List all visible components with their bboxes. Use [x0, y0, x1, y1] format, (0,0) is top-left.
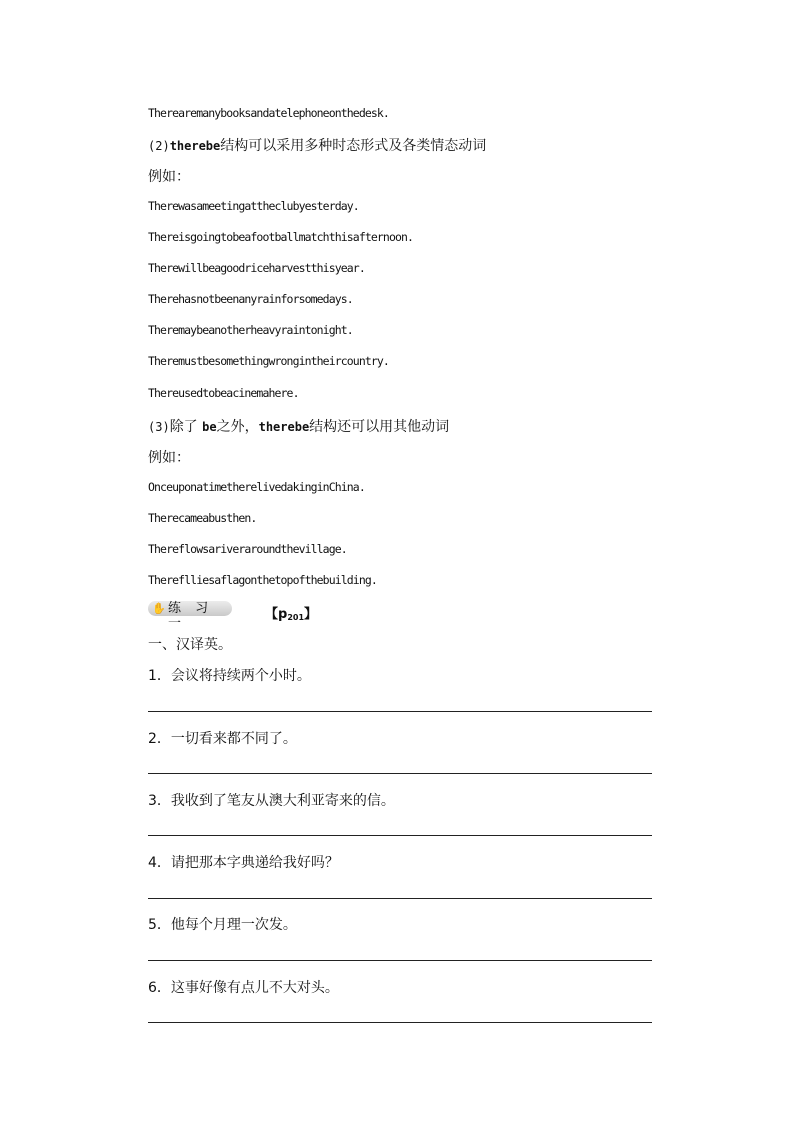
answer-line[interactable] — [148, 773, 652, 774]
page-ref-close: 】 — [304, 607, 318, 622]
answer-line[interactable] — [148, 898, 652, 899]
point-number: (2) — [148, 139, 170, 153]
keyword: therebe — [169, 139, 221, 153]
exercise-item: 2．一切看来都不同了。 — [148, 731, 297, 747]
example-sentence: Therewillbeagoodriceharvestthisyear. — [148, 261, 365, 275]
example-sentence: Therecameabusthen. — [148, 511, 257, 525]
exercise-item: 5．他每个月理一次发。 — [148, 917, 297, 933]
example-sentence: Thereusedtobeacinemahere. — [148, 386, 299, 400]
page-ref-open: 【p — [265, 607, 288, 622]
keyword: therebe — [258, 420, 310, 434]
answer-line[interactable] — [148, 711, 652, 712]
example-sentence: Thereflowsariveraroundthevillage. — [148, 542, 347, 556]
example-sentence: Therewasameetingattheclubyesterday. — [148, 199, 359, 213]
hand-icon: ✋ — [152, 602, 166, 615]
exercise-item: 6．这事好像有点儿不大对头。 — [148, 980, 339, 996]
example-sentence: Theremaybeanotherheavyraintonight. — [148, 323, 353, 337]
point-text: 之外， — [216, 419, 259, 435]
grammar-point-3 — [148, 416, 449, 436]
example-sentence: Thereisgoingtobeafootballmatchthisafternoon. — [148, 230, 414, 244]
answer-line[interactable] — [148, 1022, 652, 1023]
grammar-point-2 — [148, 135, 486, 155]
page-reference — [265, 603, 317, 622]
exercise-badge-label: 练 习 一 — [168, 601, 214, 631]
example-sentence: Theremustbesomethingwrongintheircountry. — [148, 354, 389, 368]
exercise-heading: 一、汉译英。 — [148, 637, 232, 653]
keyword: be — [202, 420, 217, 434]
exercise-item: 3．我收到了笔友从澳大利亚寄来的信。 — [148, 793, 395, 809]
answer-line[interactable] — [148, 835, 652, 836]
example-sentence: Thereflliesaflagonthetopofthebuilding. — [148, 573, 377, 587]
point-text: 结构还可以用其他动词 — [309, 419, 450, 435]
example-label: 例如： — [148, 450, 190, 466]
point-text: 除了 — [169, 419, 203, 435]
point-text: 结构可以采用多种时态形式及各类情态动词 — [220, 138, 487, 154]
exercise-badge — [148, 601, 232, 631]
example-sentence: OnceuponatimetherelivedakinginChina. — [148, 480, 365, 494]
example-sentence: Therearemanybooksandatelephoneonthedesk. — [148, 106, 389, 120]
exercise-item: 4．请把那本字典递给我好吗？ — [148, 855, 339, 871]
page-ref-number: 201 — [287, 613, 305, 622]
example-sentence: Therehasnotbeenanyrainforsomedays. — [148, 292, 353, 306]
exercise-item: 1．会议将持续两个小时。 — [148, 668, 311, 684]
answer-line[interactable] — [148, 960, 652, 961]
example-label: 例如： — [148, 169, 190, 185]
point-number: (3) — [148, 420, 170, 434]
